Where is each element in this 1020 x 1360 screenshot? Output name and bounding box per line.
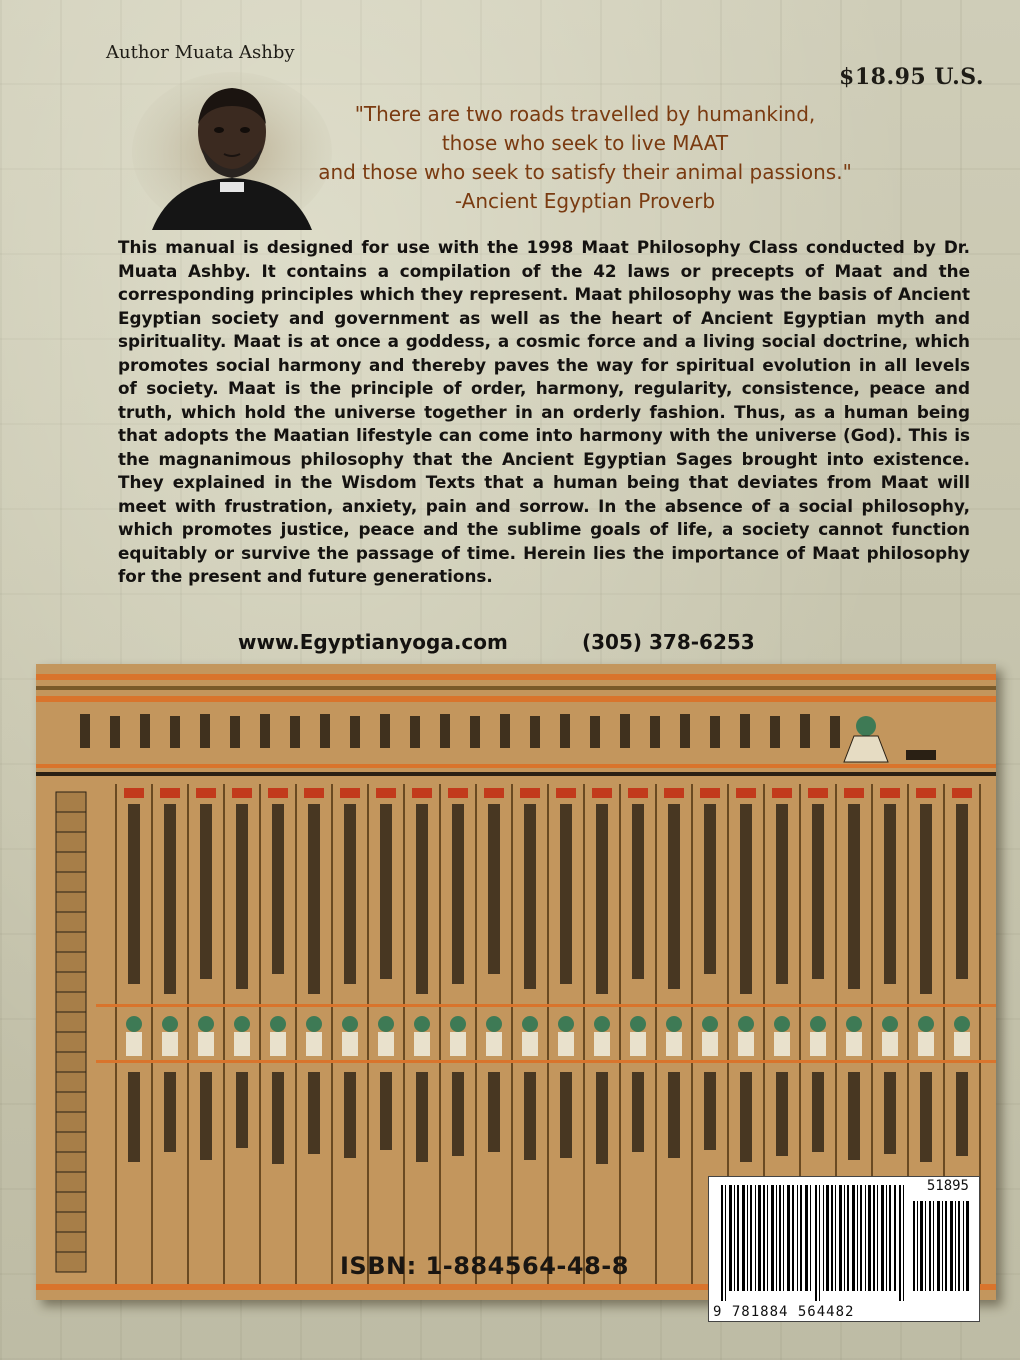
price-label: $18.95 U.S. bbox=[839, 64, 984, 90]
isbn-label: ISBN: 1-884564-48-8 bbox=[340, 1252, 629, 1280]
proverb-quote bbox=[260, 100, 910, 216]
website-link: www.Egyptianyoga.com bbox=[238, 630, 508, 654]
barcode-bars-icon bbox=[709, 1177, 979, 1321]
quote-line: those who seek to live MAAT bbox=[441, 131, 729, 155]
barcode-price-code: 51895 bbox=[926, 1178, 969, 1194]
phone-number: (305) 378-6253 bbox=[582, 630, 755, 654]
barcode bbox=[708, 1176, 980, 1322]
barcode-ean-number: 9 781884 564482 bbox=[713, 1304, 855, 1320]
quote-line: "There are two roads travelled by humankind, bbox=[354, 102, 816, 126]
quote-line: and those who seek to satisfy their animal passions." bbox=[318, 160, 852, 184]
author-caption: Author Muata Ashby bbox=[106, 42, 295, 63]
description-paragraph: This manual is designed for use with the 1998 Maat Philosophy Class conducted by Dr. Muata Ashby. It contains a compilation of the 42 laws or precepts of Maat and the corresponding principles which they represent. Maat philosophy was the basis of Ancient Egyptian society and government as well as the heart of Ancient Egyptian myth and spirituality. Maat is at once a goddess, a cosmic force and a living social doctrine, which promotes social harmony and thereby paves the way for spiritual evolution in all levels of society. Maat is the principle of order, harmony, regularity, consistence, peace and truth, which hold the universe together in an orderly fashion. Thus, as a human being that adopts the Maatian lifestyle can come into harmony with the universe (God). This is the magnanimous philosophy that the Ancient Egyptian Sages brought into existence. They explained in the Wisdom Texts that a human being that deviates from Maat will meet with frustration, anxiety, pain and sorrow. In the absence of a social philosophy, which promotes justice, peace and the sublime goals of life, a society cannot function equitably or survive the passage of time. Herein lies the importance of Maat philosophy for the present and future generations. bbox=[118, 237, 970, 586]
quote-attribution: -Ancient Egyptian Proverb bbox=[454, 189, 716, 213]
